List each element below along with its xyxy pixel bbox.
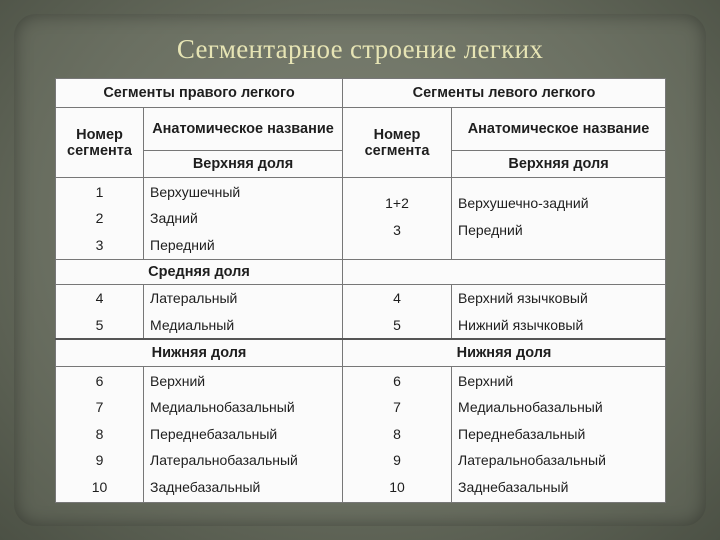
list-item: Латеральнобазальный (458, 452, 606, 469)
list-item: 7 (95, 399, 104, 416)
list-item: 3 (393, 221, 401, 238)
right-anatomical-name-header: Анатомическое название (144, 108, 343, 151)
list-item: Латеральный (150, 290, 238, 306)
slide-title: Сегментарное строение легких (176, 34, 544, 64)
list-item: 6 (95, 372, 104, 389)
list-item: Передний (458, 221, 523, 238)
list-item: 9 (95, 452, 104, 469)
left-middle-numbers (343, 285, 452, 340)
left-upper-names (452, 178, 666, 260)
list-item: Нижний язычковый (458, 316, 584, 333)
left-middle-lobe-blank (343, 260, 666, 285)
list-item: 7 (393, 399, 401, 416)
list-item: 1+2 (385, 195, 409, 211)
middle-lobe-rows (56, 285, 666, 340)
right-lung-header: Сегменты правого легкого (56, 79, 343, 108)
lower-lobe-header-row (56, 339, 666, 366)
list-item: Верхушечный (150, 183, 241, 200)
list-item: Медиальнобазальный (150, 399, 295, 416)
left-lower-numbers (343, 366, 452, 502)
list-item: Верхний язычковый (458, 290, 588, 306)
list-item: 10 (389, 478, 405, 495)
right-lower-numbers (56, 366, 144, 502)
left-anatomical-name-header: Анатомическое название (452, 108, 666, 151)
list-item: Задний (150, 210, 198, 227)
list-item: Заднебазальный (458, 478, 569, 495)
right-lower-names (144, 366, 343, 502)
left-lung-header: Сегменты левого легкого (343, 79, 666, 108)
list-item: Верхний (458, 372, 514, 389)
list-item: 3 (95, 236, 104, 253)
list-item: 5 (95, 316, 104, 333)
list-item: 5 (393, 316, 401, 333)
list-item: 10 (91, 478, 108, 495)
right-upper-lobe-label: Верхняя доля (144, 151, 343, 178)
list-item: 8 (393, 425, 401, 442)
right-middle-lobe-label: Средняя доля (56, 260, 343, 285)
list-item: Заднебазальный (150, 478, 261, 495)
segments-table (55, 78, 666, 503)
list-item: Медиальный (150, 316, 235, 333)
list-item: Переднебазальный (150, 425, 278, 442)
right-segment-number-header: Номер сегмента (56, 108, 144, 178)
list-item: Медиальнобазальный (458, 399, 603, 416)
left-lower-lobe-label: Нижняя доля (343, 339, 666, 366)
right-middle-names (144, 285, 343, 340)
list-item: Переднебазальный (458, 425, 586, 442)
list-item: Передний (150, 236, 215, 253)
left-segment-number-header: Номер сегмента (343, 108, 452, 178)
list-item: 6 (393, 372, 401, 389)
table-subheader-row (56, 108, 666, 151)
list-item: 9 (393, 452, 401, 469)
list-item: 4 (393, 290, 401, 306)
list-item: 2 (95, 210, 104, 227)
left-middle-names (452, 285, 666, 340)
right-middle-numbers (56, 285, 144, 340)
list-item: Верхний (150, 372, 206, 389)
list-item: Латеральнобазальный (150, 452, 298, 469)
table-header-row (56, 79, 666, 108)
right-upper-numbers (56, 178, 144, 260)
list-item: 4 (95, 290, 104, 306)
right-lower-lobe-label: Нижняя доля (56, 339, 343, 366)
right-upper-names (144, 178, 343, 260)
middle-lobe-header-row (56, 260, 666, 285)
left-upper-lobe-label: Верхняя доля (452, 151, 666, 178)
list-item: Верхушечно-задний (458, 195, 589, 211)
list-item: 8 (95, 425, 104, 442)
list-item: 1 (95, 183, 104, 200)
left-upper-numbers (343, 178, 452, 260)
left-lower-names (452, 366, 666, 502)
lower-lobe-rows (56, 366, 666, 502)
upper-lobe-rows (56, 178, 666, 260)
